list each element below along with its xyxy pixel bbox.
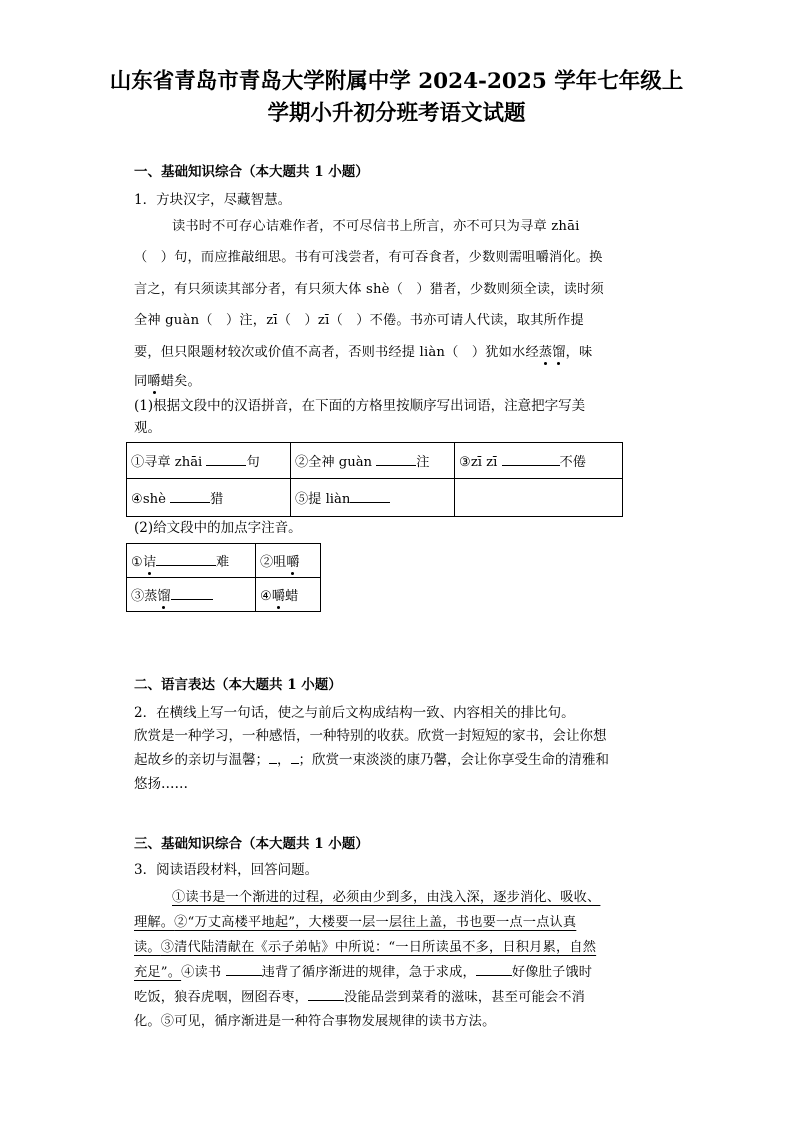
cell-label: ③zī zī: [459, 455, 502, 470]
question-2-line-2: 起故乡的亲切与温馨； ， ；欣赏一束淡淡的康乃馨，会让你享受生命的清雅和: [134, 752, 609, 768]
title-line-1: 山东省青岛市青岛大学附属中学 2024-2025 学年七年级上: [109, 69, 684, 94]
cell-label: 蜡: [285, 589, 299, 604]
cell-label: 句: [246, 455, 260, 470]
cell-label: ①: [131, 555, 143, 570]
passage-line: 全神 guàn（ ）注，zī（ ）zī（ ）不倦。书亦可请人代读，取其所作提: [134, 313, 584, 328]
cell-label: ①寻章 zhāi: [131, 455, 207, 470]
passage-line: [172, 886, 600, 905]
passage-line: [134, 986, 585, 1005]
underlined-text: ①读书是一个渐进的过程，必须由少到多，由浅入深，逐步消化、吸收、: [172, 890, 601, 905]
question-2-line-1: 欣赏是一种学习，一种感悟，一种特别的收获。欣赏一封短短的家书，会让你想: [134, 728, 607, 744]
question-3-prompt: 3．阅读语段材料，回答问题。: [134, 862, 319, 878]
answer-blank[interactable]: [269, 751, 277, 764]
answer-blank[interactable]: [350, 490, 390, 503]
dotted-char: 嚼: [286, 551, 299, 570]
title-line-2: 学期小升初分班考语文试题: [267, 101, 526, 126]
passage-line: [134, 911, 576, 930]
answer-cell[interactable]: [127, 443, 291, 479]
cell-label: 难: [216, 555, 230, 570]
dotted-char: 馏: [157, 585, 170, 604]
answer-blank[interactable]: [308, 988, 344, 1001]
passage-line: 化。⑤可见，循序渐进是一种符合事物发展规律的读书方法。: [134, 1014, 496, 1029]
phonetic-answer-table: [126, 543, 321, 612]
empty-cell: [455, 479, 623, 517]
section-1-heading: 一、基础知识综合（本大题共 1 小题）: [134, 164, 369, 180]
answer-cell[interactable]: [256, 544, 321, 578]
sub-question-1-line-1: (1)根据文段中的汉语拼音，在下面的方格里按顺序写出词语，注意把字写美: [134, 398, 586, 414]
underlined-text: 读。: [134, 940, 161, 955]
question-2-text: 起故乡的亲切与温馨；: [134, 752, 269, 768]
answer-blank[interactable]: [156, 553, 216, 566]
answer-cell[interactable]: [127, 544, 256, 578]
passage-text: ④读书: [181, 965, 226, 980]
question-2-text: ；欣赏一束淡淡的康乃馨，会让你享受生命的清雅和: [298, 752, 609, 768]
underlined-text: ②“万丈高楼平地起”，大楼要一层一层往上盖，书也要一点一点认真: [174, 915, 577, 930]
question-1-label: 1．方块汉字，尽藏智慧。: [134, 192, 292, 208]
dotted-char: 蒸: [539, 341, 552, 360]
cell-label: 不倦: [559, 455, 586, 470]
passage-line: [134, 370, 201, 389]
dotted-char: 诘: [143, 551, 156, 570]
passage-text: 没能品尝到菜肴的滋味，甚至可能会不消: [344, 990, 586, 1005]
cell-label: ④: [260, 589, 272, 604]
passage-text: 同: [134, 374, 148, 389]
passage-line: [134, 341, 592, 360]
cell-label: ②咀: [260, 555, 287, 570]
cell-label: ③蒸: [131, 589, 158, 604]
pinyin-answer-table: [126, 442, 623, 517]
cell-label: 注: [416, 455, 430, 470]
cell-label: ②全神 guàn: [295, 455, 377, 470]
section-3-heading: 三、基础知识综合（本大题共 1 小题）: [134, 836, 369, 852]
passage-line: 言之，有只须读其部分者，有只须大体 shè（ ）猎者，少数则须全读，读时须: [134, 282, 604, 297]
answer-blank[interactable]: [376, 453, 416, 466]
answer-cell[interactable]: [127, 578, 256, 612]
underlined-text: 充足”。: [134, 965, 182, 980]
answer-blank[interactable]: [476, 963, 512, 976]
answer-blank[interactable]: [291, 751, 299, 764]
passage-text: 要，但只限题材较次或价值不高者，否则书经提 liàn（ ）犹如水经: [134, 345, 539, 360]
question-2-line-3: 悠扬……: [134, 776, 188, 792]
cell-label: ④shè: [131, 492, 171, 507]
sub-question-2: (2)给文段中的加点字注音。: [134, 520, 302, 536]
underlined-text: ③清代陆清献在《示子弟帖》中所说：“一日所读虽不多，日积月累，自然: [160, 940, 597, 955]
dotted-char: 嚼: [147, 370, 160, 389]
passage-line: [134, 961, 592, 980]
cell-label: ⑤提 liàn: [295, 492, 351, 507]
passage-text: ，味: [565, 345, 593, 360]
answer-cell[interactable]: [455, 443, 623, 479]
section-2-heading: 二、语言表达（本大题共 1 小题）: [134, 677, 342, 693]
passage-text: 违背了循序渐进的规律，急于求成，: [261, 965, 476, 980]
dotted-char: 馏: [552, 341, 565, 360]
answer-cell[interactable]: [291, 443, 455, 479]
underlined-text: 理解。: [134, 915, 175, 930]
dotted-char: 嚼: [272, 585, 285, 604]
sub-question-1-line-2: 观。: [134, 420, 161, 436]
answer-blank[interactable]: [206, 453, 246, 466]
answer-blank[interactable]: [171, 587, 213, 600]
answer-cell[interactable]: [127, 479, 291, 517]
passage-line: 读书时不可存心诘难作者，不可尽信书上所言，亦不可只为寻章 zhāi: [172, 219, 580, 234]
passage-text: 蜡矣。: [160, 374, 201, 389]
answer-cell[interactable]: [256, 578, 321, 612]
answer-blank[interactable]: [502, 453, 560, 466]
cell-label: 猎: [210, 492, 224, 507]
passage-text: 好像肚子饿时: [511, 965, 593, 980]
page-title: [60, 66, 733, 130]
passage-line: [134, 936, 596, 955]
answer-blank[interactable]: [226, 963, 262, 976]
passage-text: 吃饭，狼吞虎咽，囫囵吞枣，: [134, 990, 309, 1005]
answer-blank[interactable]: [170, 490, 210, 503]
question-2-prompt: 2．在横线上写一句话，使之与前后文构成结构一致、内容相关的排比句。: [134, 705, 575, 721]
answer-cell[interactable]: [291, 479, 455, 517]
passage-line: （ ）句，而应推敲细思。书有可浅尝者，有可吞食者，少数则需咀嚼消化。换: [134, 250, 603, 265]
